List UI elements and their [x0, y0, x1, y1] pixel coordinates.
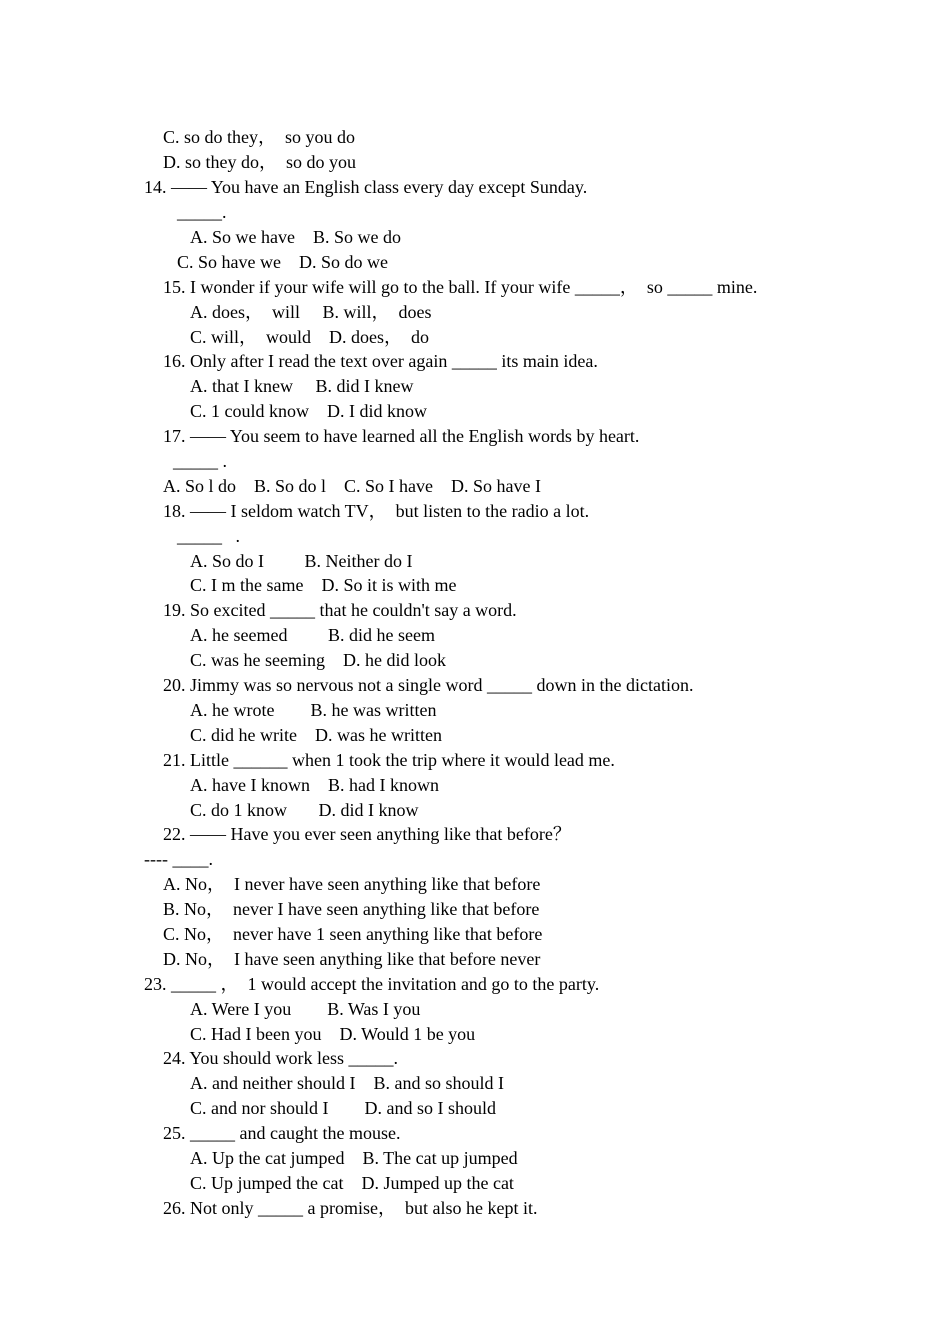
answer-blank-17: _____ .	[173, 451, 227, 471]
question-23: 23. _____ ， 1 would accept the invitation and go to the party.	[144, 974, 600, 994]
option-line-14ab: A. So we have B. So we do	[190, 227, 401, 247]
option-line-24cd: C. and nor should I D. and so I should	[190, 1098, 496, 1118]
question-18: 18. —— I seldom watch TV， but listen to the radio a lot.	[163, 501, 590, 521]
option-line-22b: B. No， never I have seen anything like that before	[163, 899, 540, 919]
question-19: 19. So excited _____ that he couldn't say a word.	[163, 600, 517, 620]
answer-blank-18: _____ .	[177, 526, 240, 546]
option-line-16ab: A. that I knew B. did I knew	[190, 376, 414, 396]
option-line-25ab: A. Up the cat jumped B. The cat up jumped	[190, 1148, 518, 1168]
option-line-15ab: A. does， will B. will， does	[190, 302, 432, 322]
option-line-13c: C. so do they， so you do	[163, 127, 356, 147]
option-line-21ab: A. have I known B. had I known	[190, 775, 439, 795]
option-line-13d: D. so they do， so do you	[163, 152, 356, 172]
option-line-21cd: C. do 1 know D. did I know	[190, 800, 419, 820]
question-21: 21. Little ______ when 1 took the trip where it would lead me.	[163, 750, 615, 770]
option-line-19cd: C. was he seeming D. he did look	[190, 650, 446, 670]
option-line-18ab: A. So do I B. Neither do I	[190, 551, 413, 571]
option-line-22c: C. No， never have 1 seen anything like that before	[163, 924, 543, 944]
question-14: 14. —— You have an English class every day except Sunday.	[144, 177, 588, 197]
question-22: 22. —— Have you ever seen anything like that before？	[163, 824, 571, 844]
option-line-16cd: C. 1 could know D. I did know	[190, 401, 427, 421]
option-line-17: A. So l do B. So do l C. So I have D. So have I	[163, 476, 541, 496]
question-24: 24. You should work less _____.	[163, 1048, 399, 1068]
option-line-20ab: A. he wrote B. he was written	[190, 700, 437, 720]
question-16: 16. Only after I read the text over again _____ its main idea.	[163, 351, 598, 371]
option-line-25cd: C. Up jumped the cat D. Jumped up the cat	[190, 1173, 514, 1193]
option-line-14cd: C. So have we D. So do we	[177, 252, 388, 272]
option-line-18cd: C. I m the same D. So it is with me	[190, 575, 457, 595]
option-line-24ab: A. and neither should I B. and so should I	[190, 1073, 504, 1093]
option-line-15cd: C. will， would D. does， do	[190, 327, 430, 347]
answer-blank-22: ---- ____.	[144, 849, 213, 869]
question-15: 15. I wonder if your wife will go to the ball. If your wife _____， so _____ mine.	[163, 277, 758, 297]
option-line-20cd: C. did he write D. was he written	[190, 725, 442, 745]
option-line-19ab: A. he seemed B. did he seem	[190, 625, 435, 645]
option-line-23ab: A. Were I you B. Was I you	[190, 999, 421, 1019]
option-line-23cd: C. Had I been you D. Would 1 be you	[190, 1024, 476, 1044]
question-25: 25. _____ and caught the mouse.	[163, 1123, 401, 1143]
question-17: 17. —— You seem to have learned all the English words by heart.	[163, 426, 640, 446]
question-20: 20. Jimmy was so nervous not a single word _____ down in the dictation.	[163, 675, 694, 695]
question-26: 26. Not only _____ a promise， but also he kept it.	[163, 1198, 538, 1218]
answer-blank-14: _____.	[177, 202, 227, 222]
option-line-22a: A. No， I never have seen anything like that before	[163, 874, 541, 894]
option-line-22d: D. No， I have seen anything like that before never	[163, 949, 541, 969]
